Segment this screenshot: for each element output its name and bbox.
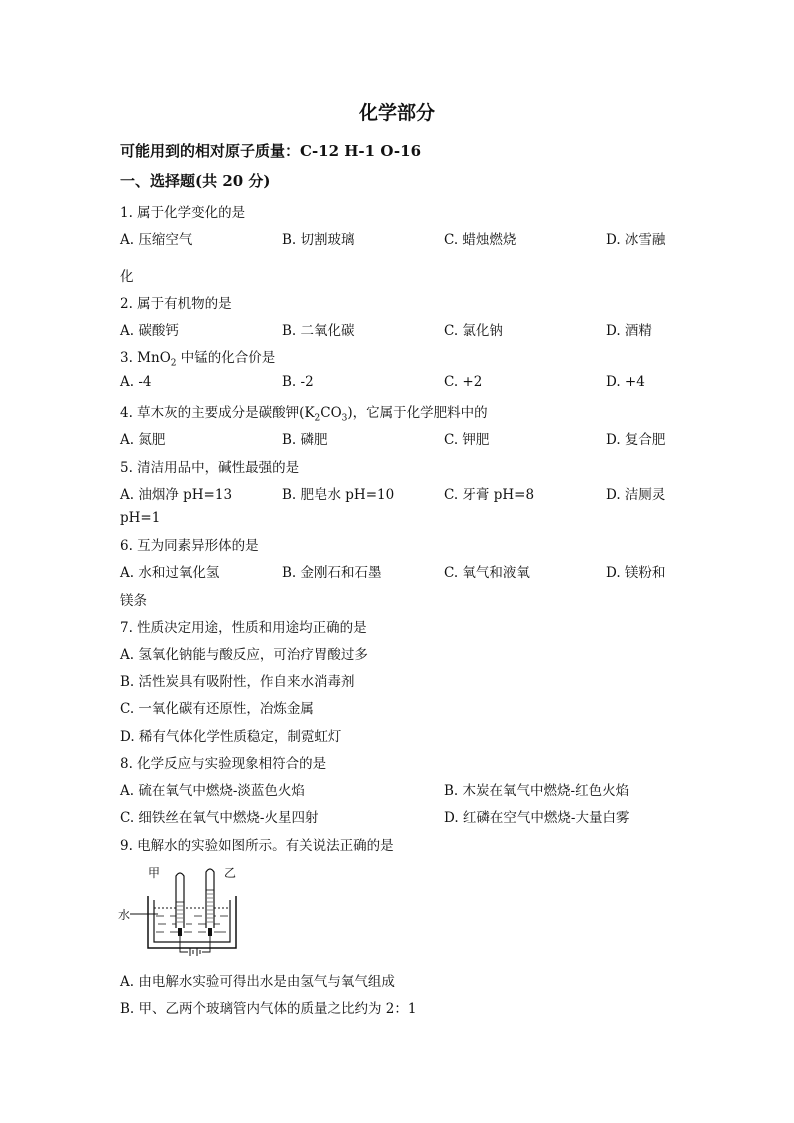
question-3-option-b: B. -2 bbox=[282, 374, 314, 390]
question-6-option-a: A. 水和过氧化氢 bbox=[120, 565, 220, 581]
question-7-option-a: A. 氢氧化钠能与酸反应，可治疗胃酸过多 bbox=[120, 647, 368, 663]
question-1-option-d: D. 冰雪融 bbox=[606, 232, 666, 248]
question-9-option-a: A. 由电解水实验可得出水是由氢气与氧气组成 bbox=[120, 974, 395, 990]
page-title: 化学部分 bbox=[358, 102, 435, 124]
question-1-option-d-wrap: 化 bbox=[120, 269, 134, 285]
question-8-option-a: A. 硫在氧气中燃烧-淡蓝色火焰 bbox=[120, 783, 305, 799]
question-6-option-d-wrap: 镁条 bbox=[120, 593, 147, 609]
question-3-option-d: D. +4 bbox=[606, 374, 645, 390]
question-7-option-b: B. 活性炭具有吸附性，作自来水消毒剂 bbox=[120, 674, 355, 690]
question-2-option-d: D. 酒精 bbox=[606, 323, 652, 339]
question-1-option-c: C. 蜡烛燃烧 bbox=[444, 232, 517, 248]
question-5-option-a: A. 油烟净 pH=13 bbox=[120, 487, 233, 503]
question-9-stem: 9. 电解水的实验如图所示。有关说法正确的是 bbox=[120, 838, 394, 854]
question-1-stem: 1. 属于化学变化的是 bbox=[120, 205, 246, 221]
question-6-option-b: B. 金刚石和石墨 bbox=[282, 565, 382, 581]
question-5-stem: 5. 清洁用品中，碱性最强的是 bbox=[120, 460, 300, 476]
question-3-option-c: C. +2 bbox=[444, 374, 483, 390]
figure-label-jia: 甲 bbox=[148, 866, 161, 880]
question-3-stem: 3. MnO$_2$ 中锰的化合价是 bbox=[120, 350, 276, 369]
question-9-option-b: B. 甲、乙两个玻璃管内气体的质量之比约为 2：1 bbox=[120, 1001, 417, 1017]
question-7-stem: 7. 性质决定用途，性质和用途均正确的是 bbox=[120, 620, 367, 636]
question-8-option-d: D. 红磷在空气中燃烧-大量白雾 bbox=[444, 810, 630, 826]
figure-label-water: 水 bbox=[118, 908, 131, 922]
question-5-option-c: C. 牙膏 pH=8 bbox=[444, 487, 535, 503]
question-4-stem: 4. 草木灰的主要成分是碳酸钾$(K_2CO_3)$，它属于化学肥料中的 bbox=[120, 405, 488, 424]
question-8-option-b: B. 木炭在氧气中燃烧-红色火焰 bbox=[444, 783, 630, 799]
question-8-option-c: C. 细铁丝在氧气中燃烧-火星四射 bbox=[120, 810, 319, 826]
question-2-stem: 2. 属于有机物的是 bbox=[120, 296, 232, 312]
electrolysis-apparatus-diagram bbox=[118, 864, 240, 960]
section-heading: 一、选择题(共 20 分) bbox=[120, 172, 271, 190]
question-4-option-c: C. 钾肥 bbox=[444, 432, 490, 448]
question-3-option-a: A. -4 bbox=[120, 374, 152, 390]
question-2-option-c: C. 氯化钠 bbox=[444, 323, 503, 339]
question-8-stem: 8. 化学反应与实验现象相符合的是 bbox=[120, 756, 327, 772]
question-7-option-c: C. 一氧化碳有还原性，冶炼金属 bbox=[120, 701, 314, 717]
question-5-option-d-wrap: pH=1 bbox=[120, 510, 161, 526]
electrolysis-apparatus-figure bbox=[118, 864, 240, 960]
question-4-option-a: A. 氮肥 bbox=[120, 432, 166, 448]
question-7-option-d: D. 稀有气体化学性质稳定，制霓虹灯 bbox=[120, 729, 342, 745]
question-6-option-c: C. 氧气和液氧 bbox=[444, 565, 530, 581]
question-6-stem: 6. 互为同素异形体的是 bbox=[120, 538, 259, 554]
figure-label-yi: 乙 bbox=[224, 866, 237, 880]
question-2-option-a: A. 碳酸钙 bbox=[120, 323, 179, 339]
question-4-option-b: B. 磷肥 bbox=[282, 432, 328, 448]
question-2-option-b: B. 二氧化碳 bbox=[282, 323, 355, 339]
question-5-option-d: D. 洁厕灵 bbox=[606, 487, 666, 503]
question-1-option-b: B. 切割玻璃 bbox=[282, 232, 355, 248]
question-1-option-a: A. 压缩空气 bbox=[120, 232, 193, 248]
question-5-option-b: B. 肥皂水 pH=10 bbox=[282, 487, 395, 503]
question-4-option-d: D. 复合肥 bbox=[606, 432, 666, 448]
atomic-mass-line: 可能用到的相对原子质量：C-12 H-1 O-16 bbox=[120, 142, 422, 160]
question-6-option-d: D. 镁粉和 bbox=[606, 565, 666, 581]
